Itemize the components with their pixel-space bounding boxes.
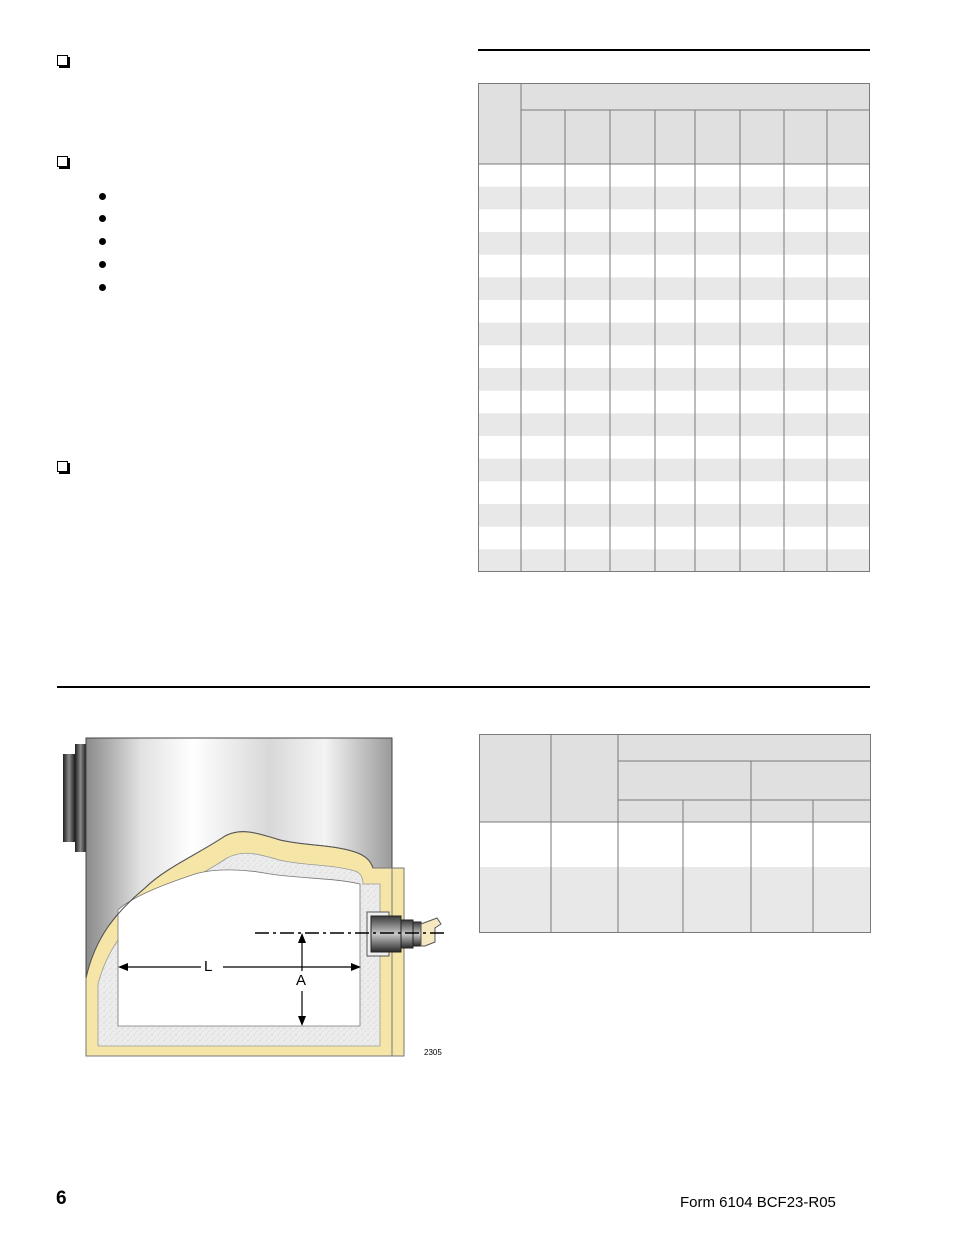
table-top-row-stripe — [478, 187, 870, 210]
table-top-row-stripe — [478, 323, 870, 346]
table-bottom-grid — [479, 734, 871, 933]
length-label: L — [204, 958, 213, 975]
table-top-row-stripe — [478, 549, 870, 572]
table-top-header-bg — [478, 83, 870, 164]
combustion-chamber — [118, 870, 360, 1026]
left-flange-inner — [75, 744, 86, 852]
checkbox-item-1[interactable] — [57, 55, 68, 66]
table-top-row-stripe — [478, 232, 870, 255]
table-top-row-stripe — [478, 413, 870, 436]
fitting-nut — [401, 920, 413, 948]
a-label: A — [296, 972, 307, 989]
right-insulation-wall — [392, 868, 404, 1056]
table-top-grid — [478, 83, 870, 572]
bullet-point-2 — [99, 215, 106, 222]
fitting-body — [371, 916, 401, 952]
bullet-point-3 — [99, 238, 106, 245]
table-top-row-stripe — [478, 459, 870, 482]
fitting-collar — [413, 922, 421, 946]
table-top-row-stripe — [478, 277, 870, 300]
bullet-point-1 — [99, 193, 106, 200]
checkbox-item-2[interactable] — [57, 156, 68, 167]
dimension-table-top — [478, 83, 870, 572]
section-rule-top — [478, 49, 870, 51]
checkbox-item-3[interactable] — [57, 461, 68, 472]
table-top-row-stripe — [478, 504, 870, 527]
bullet-point-5 — [99, 284, 106, 291]
boiler-cross-section-figure — [55, 728, 450, 1063]
form-code: Form 6104 BCF23-R05 — [680, 1194, 836, 1211]
section-rule-middle — [57, 686, 870, 688]
figure-number: 2305 — [424, 1048, 442, 1057]
dimension-table-bottom — [479, 734, 871, 933]
left-flange-outer — [63, 754, 75, 842]
fitting-tip — [421, 918, 441, 946]
page-number: 6 — [56, 1188, 67, 1209]
table-top-row-stripe — [478, 368, 870, 391]
bullet-point-4 — [99, 261, 106, 268]
